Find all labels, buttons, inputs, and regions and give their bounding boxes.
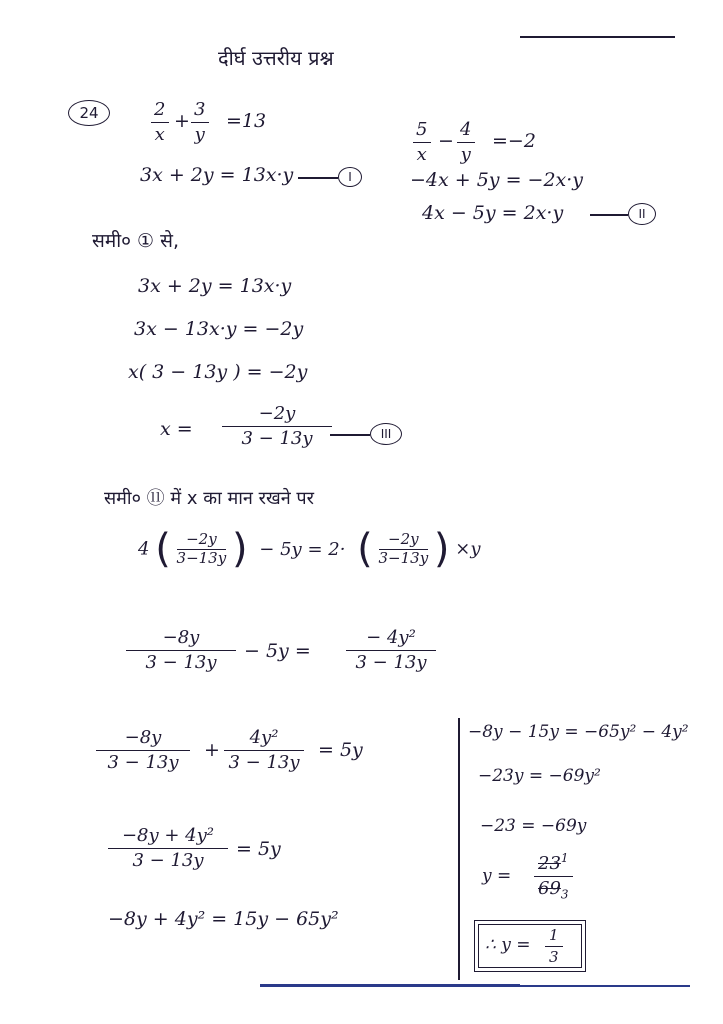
equation-ii-a: −4x + 5y = −2x·y (410, 169, 584, 191)
substitute-note: समी० ⑪ में x का मान रखने पर (104, 488, 314, 509)
eq-d-fraction (108, 826, 228, 871)
eq-b-right-fraction (346, 628, 436, 673)
page-heading: दीर्घ उत्तरीय प्रश्न (218, 46, 334, 70)
step-2: 3x − 13x·y = −2y (134, 318, 304, 340)
sub-tail: ×y (455, 538, 481, 560)
eq-b-r-den: 3 − 13y (346, 650, 436, 673)
eq-c-l-den: 3 − 13y (96, 750, 190, 773)
eq1-b-den: y (191, 122, 209, 145)
equation-ii-b: 4x − 5y = 2x·y (422, 202, 564, 224)
answer-lhs: ∴ y = (485, 935, 531, 955)
eq-b-l-num: −8y (162, 627, 200, 648)
leader-line-ii (590, 214, 628, 216)
x-expression-lhs: x = (160, 418, 193, 440)
eq-c-r-den: 3 − 13y (224, 750, 304, 773)
equation-i: 3x + 2y = 13x·y (140, 164, 294, 186)
eq2-b-den: y (457, 142, 475, 165)
eq-b-l-den: 3 − 13y (126, 650, 236, 673)
eq-d-den: 3 − 13y (108, 848, 228, 871)
eq-c-rhs: = 5y (318, 739, 363, 761)
eq1-a-den: x (151, 122, 169, 145)
r4-num: 23 (538, 853, 561, 874)
leader-line-i (298, 177, 338, 179)
x-expression-fraction (222, 404, 332, 449)
eq2-rhs: =−2 (492, 130, 536, 152)
bottom-rule-blue (260, 984, 520, 987)
eq-c-l-num: −8y (124, 727, 162, 748)
vertical-divider (458, 718, 460, 980)
step-1: 3x + 2y = 13x·y (138, 275, 292, 297)
eq-b-r-num: − 4y² (366, 627, 416, 648)
eq1-b-num: 3 (194, 99, 206, 120)
eq-c-plus: + (204, 739, 220, 761)
top-rule (520, 36, 675, 38)
tag-i: I (338, 167, 362, 187)
step-3: x( 3 − 13y ) = −2y (128, 361, 308, 383)
answer-den: 3 (545, 946, 563, 966)
eq-c-left-fraction (96, 728, 190, 773)
substitution-equation: 4 ( $\frac{-2y}{3-13y}$ ) − 5y = 2· ( $\frac{-2y}{3-13y}$ ) ×y (138, 526, 481, 572)
sub-f-den: 3−13y (176, 548, 227, 567)
right-step-4-lhs: y = (482, 866, 512, 886)
answer-num: 1 (549, 926, 559, 944)
right-step-2: −23y = −69y² (478, 766, 601, 786)
bottom-rule-right (520, 985, 690, 987)
handwritten-page: दीर्घ उत्तरीय प्रश्न 24 $\frac{2}{x}$ + $\frac{3}{y}$ =13 $\frac{5}{x}$ − $\frac{4}{y}$ =−2 3x + 2y = 13x·y I −4x + 5y = −2x·y 4x − 5y = 2x·y II समी० ① से, 3x + 2y = 13x·y 3x − 13x·y = −2y x( 3 − 13y ) = −2y x = $\frac{-2y}{3 - 13y}$ III समी० ⑪ में x का मान रखने पर 4 ( $\frac{-2y}{3-13y}$ ) − 5y = 2· ( $\frac{-2y}{3-13y}$ ) ×y $\frac{-8y}{3 - 13y}$ − 5y = $\frac{\text{− 4y²}}{3 - 13y}$ $\frac{-8y}{3 - 13y}$ + $\frac{\text{4y²}}{3 - 13y}$ = 5y $\frac{\text{−8y + 4y²}}{3 - 13y}$ = 5y −8y + 4y² = 15y − 65y² −8y − 15y = −65y² − 4y² −23y = −69y² −23 = −69y y = $\frac{23^1}{69_3}$ ∴ y = $\frac{1}{3}$ (0, 0, 723, 1024)
leader-line-iii (330, 434, 370, 436)
eq-c-r-num: 4y² (249, 727, 279, 748)
eq1-a-num: 2 (154, 99, 166, 120)
eq2-a-num: 5 (416, 119, 428, 140)
x-expression-den: 3 − 13y (222, 426, 332, 449)
x-expression-num: −2y (258, 403, 296, 424)
sub-mid: − 5y = 2· (259, 538, 346, 560)
question-number: 24 (68, 100, 110, 126)
coef-4: 4 (138, 538, 150, 560)
eq-c-right-fraction (224, 728, 304, 773)
eq2-op: − (438, 130, 454, 152)
sub-g-den: 3−13y (378, 548, 429, 567)
r4-den: 69 (538, 877, 561, 899)
r4-den-note: 3 (560, 887, 569, 902)
r4-num-note: 1 (560, 851, 569, 865)
answer-box (478, 924, 582, 968)
sub-f-num: −2y (186, 530, 217, 549)
eq-e: −8y + 4y² = 15y − 65y² (108, 908, 339, 930)
eq-d-num: −8y + 4y² (121, 825, 215, 846)
eq2-a-den: x (413, 142, 431, 165)
right-step-4-fraction (532, 852, 575, 902)
sub-g-num: −2y (388, 530, 419, 549)
eq-b-left-fraction (126, 628, 236, 673)
tag-ii: II (628, 203, 656, 225)
eq-b-mid: − 5y = (244, 640, 311, 662)
tag-iii: III (370, 423, 402, 445)
right-step-1: −8y − 15y = −65y² − 4y² (468, 722, 689, 742)
eq-d-rhs: = 5y (236, 838, 281, 860)
eq2-b-num: 4 (460, 119, 472, 140)
from-equation-note: समी० ① से, (92, 230, 180, 252)
right-step-3: −23 = −69y (480, 816, 587, 836)
eq1-rhs: =13 (226, 110, 267, 132)
